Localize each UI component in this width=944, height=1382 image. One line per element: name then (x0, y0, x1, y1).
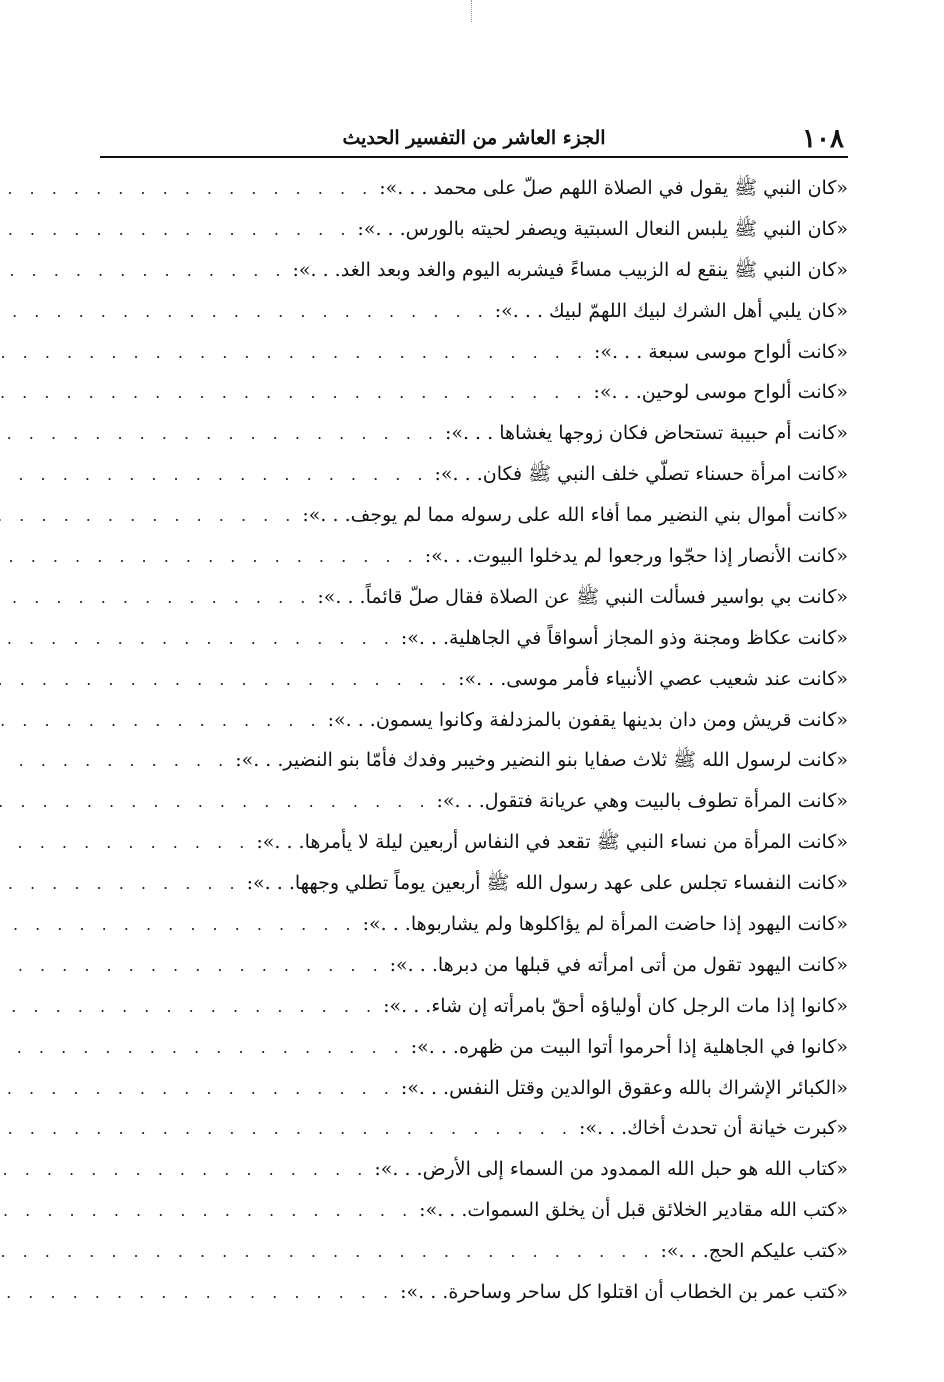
index-entry (100, 577, 848, 618)
index-entry (100, 332, 848, 373)
entry-text: «كانت المرأة من نساء النبي ﷺ تقعد في النفاس أربعين ليلة لا يأمرها. . .»: (256, 831, 848, 854)
entry-text: «كانت أموال بني النضير مما أفاء الله على رسوله مما لم يوجف. . .»: (302, 504, 848, 527)
index-entry (100, 372, 848, 413)
entry-text: «كانت النفساء تجلس على عهد رسول الله ﷺ أربعين يوماً تطلي وجهها. . .»: (246, 872, 848, 895)
leader-dots (0, 660, 458, 700)
entry-text: «كبرت خيانة أن تحدث أخاك. . .»: (578, 1117, 848, 1140)
entry-text: «كتاب الله هو حبل الله الممدود من السماء إلى الأرض. . .»: (374, 1158, 848, 1181)
leader-dots (0, 333, 594, 373)
entry-text: «كانت ألواح موسى سبعة . . .»: (594, 340, 848, 363)
entry-text: «كانت المرأة تطوف بالبيت وهي عريانة فتقول. . .»: (436, 790, 848, 813)
index-entry (100, 781, 848, 822)
leader-dots (0, 251, 293, 291)
entry-text: «كانت عند شعيب عصي الأنبياء فأمر موسى. . .»: (458, 667, 848, 690)
leader-dots (0, 373, 594, 413)
index-entry (100, 659, 848, 700)
index-entry (100, 1272, 848, 1313)
scan-mark (471, 0, 473, 22)
page-number: ١٠٨ (802, 124, 844, 154)
entry-text: «كانت أم حبيبة تستحاض فكان زوجها يغشاها . . .»: (444, 422, 848, 445)
index-entry (100, 454, 848, 495)
leader-dots (0, 1150, 374, 1190)
index-entry (100, 1149, 848, 1190)
index-entry (100, 536, 848, 577)
entry-text: «كانت الأنصار إذا حجّوا ورجعوا لم يدخلوا البيوت. . .»: (424, 545, 848, 568)
leader-dots (0, 1109, 579, 1149)
entry-text: «كانت اليهود إذا حاضت المرأة لم يؤاكلوها ولم يشاربوها. . .»: (362, 913, 848, 936)
leader-dots (0, 1273, 400, 1313)
index-entry (100, 904, 848, 945)
entry-text: «كانت ألواح موسى لوحين. . .»: (593, 381, 848, 404)
index-entry (100, 700, 848, 741)
entry-text: «كانت بي بواسير فسألت النبي ﷺ عن الصلاة فقال صلّ قائماً. . .»: (317, 585, 848, 608)
entry-text: «كان النبي ﷺ ينقع له الزبيب مساءً فيشربه اليوم والغد وبعد الغد. . .»: (292, 258, 848, 281)
index-entry (100, 986, 848, 1027)
entry-text: «كان يلبي أهل الشرك لبيك اللهمّ لبيك . . .»: (494, 299, 848, 322)
leader-dots (0, 537, 425, 577)
entry-text: «كانت امرأة حسناء تصلّي خلف النبي ﷺ فكان. . .»: (434, 463, 848, 486)
index-entry (100, 618, 848, 659)
leader-dots (0, 1232, 661, 1272)
entry-text: «كان النبي ﷺ يلبس النعال السبتية ويصفر لحيته بالورس. . .»: (357, 217, 848, 240)
index-entry (100, 945, 848, 986)
leader-dots (0, 823, 256, 863)
leader-dots (0, 619, 401, 659)
leader-dots (0, 782, 437, 822)
index-entries (100, 168, 848, 1313)
leader-dots (0, 1069, 401, 1109)
entry-text: «كانت اليهود تقول من أتى امرأته في قبلها من دبرها. . .»: (389, 953, 848, 976)
index-entry (100, 413, 848, 454)
leader-dots (0, 987, 383, 1027)
leader-dots (0, 578, 317, 618)
index-entry (100, 1231, 848, 1272)
entry-text: «كانت لرسول الله ﷺ ثلاث صفايا بنو النضير وخيبر وفدك فأمّا بنو النضير. . .»: (235, 749, 848, 772)
index-entry (100, 250, 848, 291)
entry-text: «كانت قريش ومن دان بدينها يقفون بالمزدلفة وكانوا يسمون. . .»: (327, 708, 848, 731)
index-entry (100, 1108, 848, 1149)
index-entry (100, 863, 848, 904)
leader-dots (0, 292, 495, 332)
index-entry (100, 740, 848, 781)
entry-text: «كانوا إذا مات الرجل كان أولياؤه أحقّ بامرأته إن شاء. . .»: (383, 994, 848, 1017)
index-entry (100, 209, 848, 250)
running-title: الجزء العاشر من التفسير الحديث (342, 127, 606, 149)
leader-dots (0, 946, 390, 986)
leader-dots (0, 905, 363, 945)
entry-text: «كانت عكاظ ومجنة وذو المجاز أسواقاً في الجاهلية. . .»: (400, 626, 848, 649)
entry-text: «الكبائر الإشراك بالله وعقوق الوالدين وقتل النفس. . .»: (400, 1076, 848, 1099)
index-entry (100, 822, 848, 863)
index-entry (100, 168, 848, 209)
leader-dots (0, 169, 379, 209)
leader-dots (0, 455, 435, 495)
index-entry (100, 1027, 848, 1068)
index-entry (100, 1068, 848, 1109)
leader-dots (0, 864, 247, 904)
leader-dots (0, 1191, 419, 1231)
entry-text: «كان النبي ﷺ يقول في الصلاة اللهم صلّ على محمد . . .»: (379, 177, 848, 199)
page-header (100, 120, 848, 158)
entry-text: «كتب الله مقادير الخلائق قبل أن يخلق السموات. . .»: (419, 1199, 848, 1222)
index-entry (100, 1190, 848, 1231)
index-entry (100, 291, 848, 332)
leader-dots (0, 210, 357, 250)
entry-text: «كتب عمر بن الخطاب أن اقتلوا كل ساحر وساحرة. . .»: (400, 1281, 848, 1304)
leader-dots (0, 741, 235, 781)
leader-dots (0, 414, 445, 454)
entry-text: «كتب عليكم الحج. . .»: (660, 1240, 848, 1263)
leader-dots (0, 701, 328, 741)
leader-dots (0, 496, 302, 536)
index-entry (100, 495, 848, 536)
leader-dots (0, 1028, 411, 1068)
entry-text: «كانوا في الجاهلية إذا أحرموا أتوا البيت من ظهره. . .»: (410, 1035, 848, 1058)
